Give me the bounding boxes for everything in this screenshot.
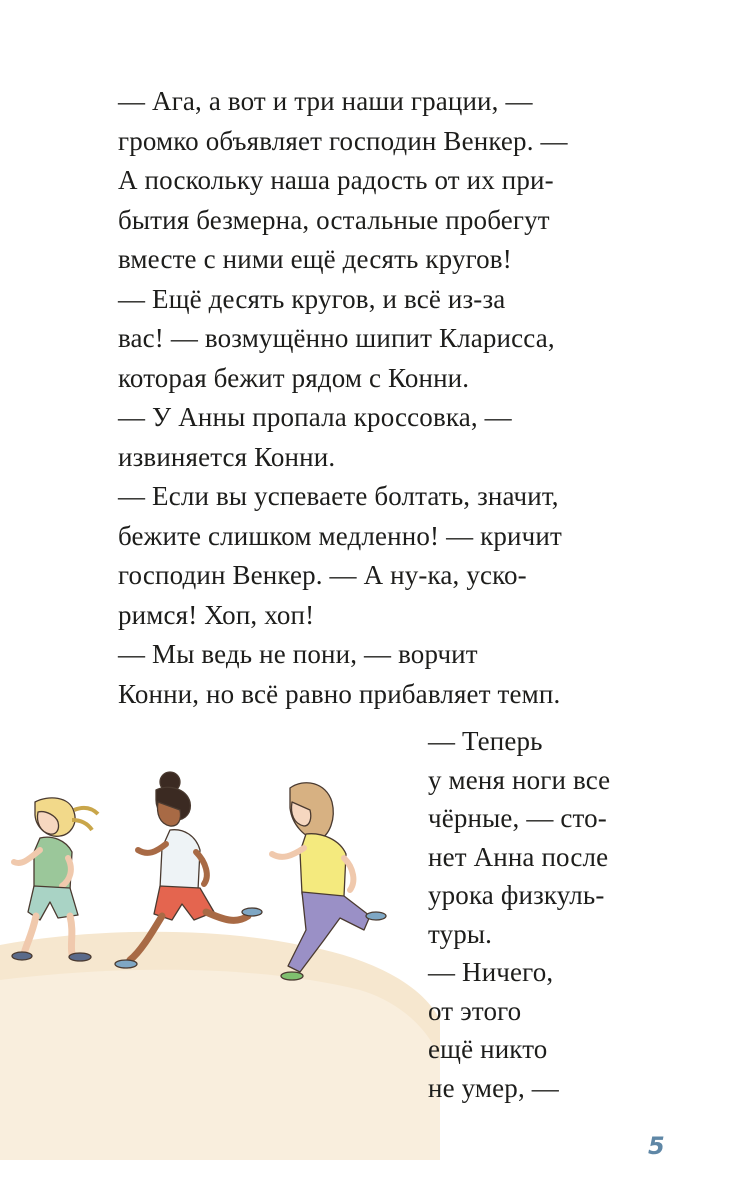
side-text-block <box>428 722 658 1107</box>
running-girls-illustration <box>0 740 440 1160</box>
side-paragraph-1: — Теперь у меня ноги все чёрные, — сто- нет Анна после урока физкуль- туры. <box>428 726 611 949</box>
page-number: 5 <box>648 1132 665 1160</box>
paragraph-4: — Если вы успеваете болтать, значит, бежите слишком медленно! — кричит господин Венкер. — А ну-ка, уско- римся! Хоп, хоп! <box>118 481 562 630</box>
paragraph-2: — Ещё десять кругов, и всё из-за вас! — возмущённо шипит Кларисса, которая бежит рядом с Конни. <box>118 283 555 393</box>
paragraph-3: — У Анны пропала кроссовка, — извиняется Конни. <box>118 402 512 472</box>
side-paragraph-2: — Ничего, от этого ещё никто не умер, — <box>428 957 559 1103</box>
main-text-block <box>118 82 658 714</box>
paragraph-1: — Ага, а вот и три наши грации, — громко объявляет господин Венкер. — А поскольку наша радость от их при- бытия безмерна, остальные пробегут вместе с ними ещё десять кругов! <box>118 86 568 274</box>
ground-wash-light <box>0 970 440 1160</box>
paragraph-5: — Мы ведь не пони, — ворчит Конни, но всё равно прибавляет темп. <box>118 639 561 709</box>
